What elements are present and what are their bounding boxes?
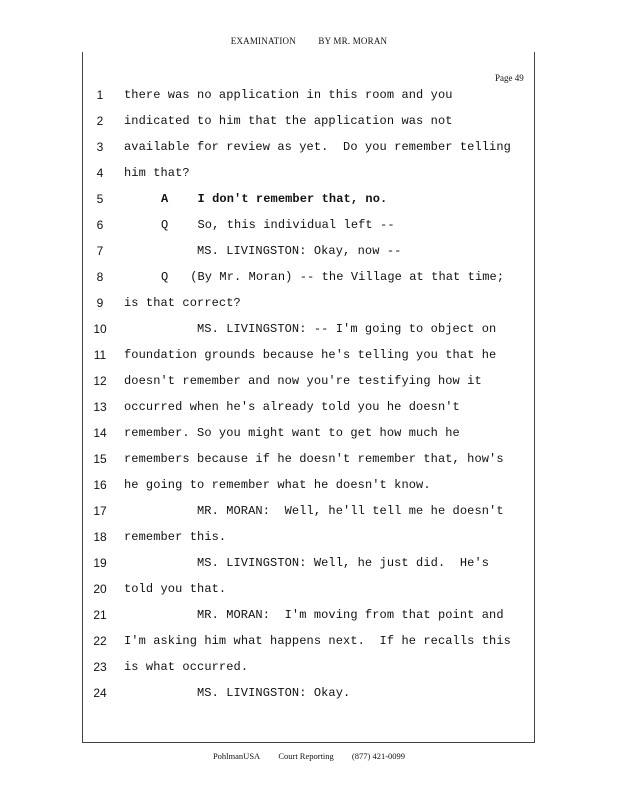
line-text: MR. MORAN: I'm moving from that point and bbox=[197, 608, 504, 622]
line-number: 16 bbox=[93, 478, 107, 492]
line-text: MS. LIVINGSTON: Okay. bbox=[197, 686, 351, 700]
transcript-line bbox=[0, 270, 618, 290]
line-text: doesn't remember and now you're testifying how it bbox=[124, 374, 482, 388]
line-text: remembers because if he doesn't remember that, how's bbox=[124, 452, 504, 466]
line-number: 7 bbox=[96, 244, 104, 258]
transcript-line bbox=[0, 530, 618, 550]
footer-service: Court Reporting bbox=[278, 751, 334, 761]
line-number: 5 bbox=[96, 192, 104, 206]
transcript-line bbox=[0, 374, 618, 394]
line-text: Q So, this individual left -- bbox=[161, 218, 395, 232]
header-section-title: EXAMINATION bbox=[230, 36, 296, 46]
line-text-answer: A I don't remember that, no. bbox=[161, 192, 388, 206]
line-text: indicated to him that the application was not bbox=[124, 114, 453, 128]
line-number: 17 bbox=[93, 504, 107, 518]
line-number: 20 bbox=[93, 582, 107, 596]
transcript-line bbox=[0, 192, 618, 212]
line-number: 23 bbox=[93, 660, 107, 674]
transcript-line bbox=[0, 348, 618, 368]
transcript-line bbox=[0, 218, 618, 238]
line-text: told you that. bbox=[124, 582, 227, 596]
transcript-line bbox=[0, 608, 618, 628]
line-text: is that correct? bbox=[124, 296, 241, 310]
footer-company: PohlmanUSA bbox=[212, 751, 261, 761]
line-text: MS. LIVINGSTON: Well, he just did. He's bbox=[197, 556, 490, 570]
line-number: 11 bbox=[93, 348, 107, 362]
line-text: is what occurred. bbox=[124, 660, 249, 674]
line-number: 19 bbox=[93, 556, 107, 570]
line-number: 13 bbox=[93, 400, 107, 414]
line-number: 24 bbox=[93, 686, 107, 700]
line-number: 9 bbox=[96, 296, 104, 310]
line-text: Q (By Mr. Moran) -- the Village at that time; bbox=[161, 270, 505, 284]
page-footer bbox=[0, 751, 618, 761]
transcript-line bbox=[0, 504, 618, 524]
transcript-line bbox=[0, 686, 618, 706]
transcript-line bbox=[0, 166, 618, 186]
transcript-line bbox=[0, 556, 618, 576]
transcript-line bbox=[0, 322, 618, 342]
line-number: 14 bbox=[93, 426, 107, 440]
line-number: 15 bbox=[93, 452, 107, 466]
line-number: 1 bbox=[96, 88, 104, 102]
line-number: 21 bbox=[93, 608, 107, 622]
transcript-line bbox=[0, 88, 618, 108]
line-number: 12 bbox=[93, 374, 107, 388]
transcript-line bbox=[0, 660, 618, 680]
line-number: 4 bbox=[96, 166, 104, 180]
line-number: 2 bbox=[96, 114, 104, 128]
line-text: MR. MORAN: Well, he'll tell me he doesn't bbox=[197, 504, 504, 518]
line-number: 22 bbox=[93, 634, 107, 648]
header-examiner: BY MR. MORAN bbox=[318, 36, 388, 46]
line-text: remember. So you might want to get how much he bbox=[124, 426, 460, 440]
line-text: available for review as yet. Do you remember telling bbox=[124, 140, 511, 154]
line-text: MS. LIVINGSTON: Okay, now -- bbox=[197, 244, 402, 258]
line-text: there was no application in this room and you bbox=[124, 88, 453, 102]
transcript-line bbox=[0, 400, 618, 420]
line-text: I'm asking him what happens next. If he recalls this bbox=[124, 634, 511, 648]
transcript-line bbox=[0, 296, 618, 316]
page-header bbox=[0, 36, 618, 46]
line-text: MS. LIVINGSTON: -- I'm going to object on bbox=[197, 322, 497, 336]
page-number: Page 49 bbox=[495, 73, 524, 83]
line-text: foundation grounds because he's telling you that he bbox=[124, 348, 497, 362]
line-text: he going to remember what he doesn't know. bbox=[124, 478, 431, 492]
transcript-line bbox=[0, 114, 618, 134]
transcript-line bbox=[0, 478, 618, 498]
line-number: 6 bbox=[96, 218, 104, 232]
line-text: occurred when he's already told you he doesn't bbox=[124, 400, 460, 414]
line-number: 8 bbox=[96, 270, 104, 284]
transcript-line bbox=[0, 452, 618, 472]
line-number: 18 bbox=[93, 530, 107, 544]
transcript-line bbox=[0, 140, 618, 160]
line-text: him that? bbox=[124, 166, 190, 180]
transcript-line bbox=[0, 244, 618, 264]
line-number: 10 bbox=[93, 322, 107, 336]
line-number: 3 bbox=[96, 140, 104, 154]
transcript-line bbox=[0, 582, 618, 602]
line-text: remember this. bbox=[124, 530, 227, 544]
transcript-line bbox=[0, 426, 618, 446]
transcript-line bbox=[0, 634, 618, 654]
footer-phone: (877) 421-0099 bbox=[351, 751, 406, 761]
